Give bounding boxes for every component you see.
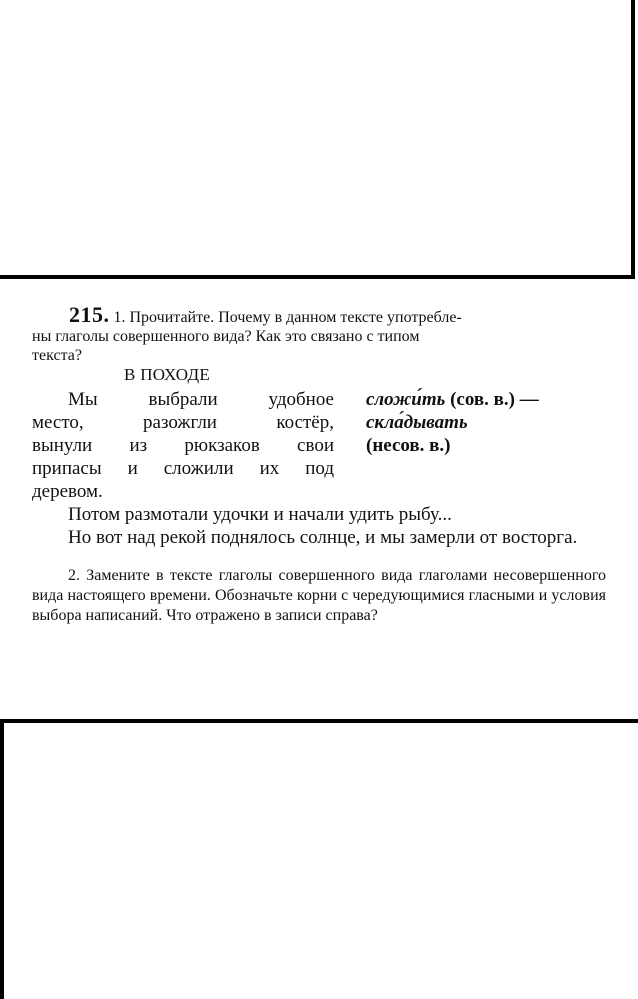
story-line-1: Мы выбрали удобное [68, 389, 334, 410]
exercise-text [32, 302, 612, 642]
side-note-word-2: скла́дывать [366, 412, 468, 433]
story-line-2: место, разожгли костёр, [32, 412, 334, 433]
side-note-aspect-1: (сов. в.) — [450, 389, 539, 410]
bottom-frame-box [0, 719, 638, 999]
side-note-line-3 [366, 434, 626, 457]
exercise-task-1-cont [32, 327, 612, 365]
story-second-paragraph: Потом размотали удочки и начали удить рыбу... [68, 504, 452, 525]
side-note [366, 388, 626, 457]
exercise-task-2: 2. Замените в тексте глаголы совершенного вида глаголами несовершенного вида настоящего времени. Обозначьте корни с чередующимися гласными и условия выбора написаний. Что отражено в записи справа? [32, 567, 606, 624]
story-first-paragraph [32, 388, 334, 503]
side-note-line-2 [366, 411, 626, 434]
side-note-word-1: сложи́ть [366, 389, 446, 410]
story-third-paragraph: Но вот над рекой поднялось солнце, и мы замерли от восторга. [68, 527, 578, 548]
top-frame-box [0, 0, 635, 279]
story-block [32, 388, 612, 503]
task-1-line-3: текста? [32, 347, 82, 364]
story-line-4: припасы и сложили их под [32, 458, 334, 479]
story-line-5: деревом. [32, 481, 103, 502]
exercise-task-1 [32, 302, 612, 327]
side-note-line-1 [366, 388, 626, 411]
task-1-line-1: 1. Прочитайте. Почему в данном тексте употребле- [113, 309, 462, 326]
task-1-line-2: ны глаголы совершенного вида? Как это связано с типом [32, 328, 420, 345]
story-line-3: вынули из рюкзаков свои [32, 435, 334, 456]
story-title: В ПОХОДЕ [124, 365, 211, 384]
side-note-aspect-2: (несов. в.) [366, 435, 451, 456]
exercise-number: 215. [69, 302, 110, 327]
